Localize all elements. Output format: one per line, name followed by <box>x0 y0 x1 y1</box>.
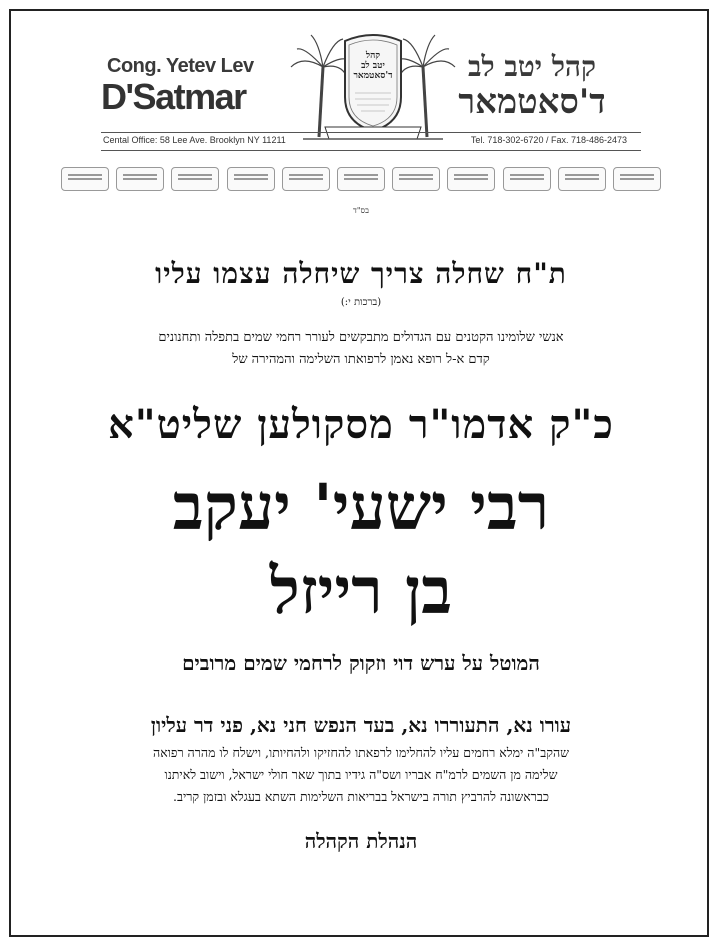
prayer-paragraph-line-3: כבראשונה להרביץ תורה בישראל בבריאות השלימות השתא בעגלא ובזמן קריב. <box>173 789 549 804</box>
institution-badge <box>392 167 440 191</box>
letterhead-hebrew <box>437 51 627 121</box>
letterhead-english <box>101 55 286 117</box>
notice-page <box>9 9 709 937</box>
congregation-name-hebrew: קהל יטב לב <box>467 50 597 83</box>
institution-badge <box>227 167 275 191</box>
institution-badges <box>61 167 661 195</box>
letterhead-rule-bottom <box>101 150 641 151</box>
institution-badge <box>61 167 109 191</box>
congregation-name-english: Cong. Yetev Lev <box>107 55 254 77</box>
institution-badge <box>447 167 495 191</box>
palm-trees-emblem-icon <box>289 27 457 145</box>
institution-badge <box>558 167 606 191</box>
patient-name-line-2: בן רייזל <box>269 554 453 629</box>
phone-fax: Tel. 718-302-6720 / Fax. 718-486-2473 <box>470 135 627 145</box>
institution-badge <box>613 167 661 191</box>
satmar-name-hebrew: ד'סאטמאר <box>458 82 606 122</box>
source-citation: (ברכות י:) <box>340 297 382 308</box>
besiyata-dishmaya-mark: בס"ד <box>353 206 369 215</box>
emblem-logo <box>289 27 457 145</box>
patient-name-line-1: רבי ישעי' יעקב <box>172 470 550 545</box>
letterhead-rule-top <box>101 132 641 133</box>
notice-heading: ת"ח שחלה צריך שיחלה עצמו עליו <box>155 257 567 290</box>
condition-statement: המוטל על ערש דוי וזקוק לרחמי שמים מרובים <box>182 651 540 675</box>
rebbe-title: כ"ק אדמו"ר מסקולען שליט"א <box>108 401 614 448</box>
institution-badge <box>282 167 330 191</box>
prayer-paragraph-line-1: שהקב"ה ימלא רחמים עליו להחלימו לרפאתו להחזיקו ולהחיותו, וישלח לו מהרה רפואה <box>153 745 569 760</box>
signature: הנהלת הקהלה <box>304 829 418 853</box>
intro-line-2: קדם א-ל רופא נאמן לרפואתו השלימה והמהירה של <box>232 352 490 367</box>
call-to-prayer: עורו נא, התעוררו נא, בעד הנפש חני נא, פני דר עליון <box>150 713 572 737</box>
satmar-name-english: D'Satmar <box>101 76 246 117</box>
institution-badge <box>171 167 219 191</box>
prayer-paragraph-line-2: שלימה מן השמים לרמ"ח אבריו ושס"ה גידיו בתוך שאר חולי ישראל, וישוב לאיתנו <box>164 767 558 782</box>
intro-line-1: אנשי שלומינו הקטנים עם הגדולים מתבקשים לעורר רחמי שמים בתפלה ותחנונים <box>158 330 564 345</box>
office-address: Cental Office: 58 Lee Ave. Brooklyn NY 11211 <box>103 135 286 145</box>
institution-badge <box>116 167 164 191</box>
institution-badge <box>503 167 551 191</box>
emblem-lettering: קהל יטב לב ד'סאטמאר <box>353 51 393 81</box>
institution-badge <box>337 167 385 191</box>
